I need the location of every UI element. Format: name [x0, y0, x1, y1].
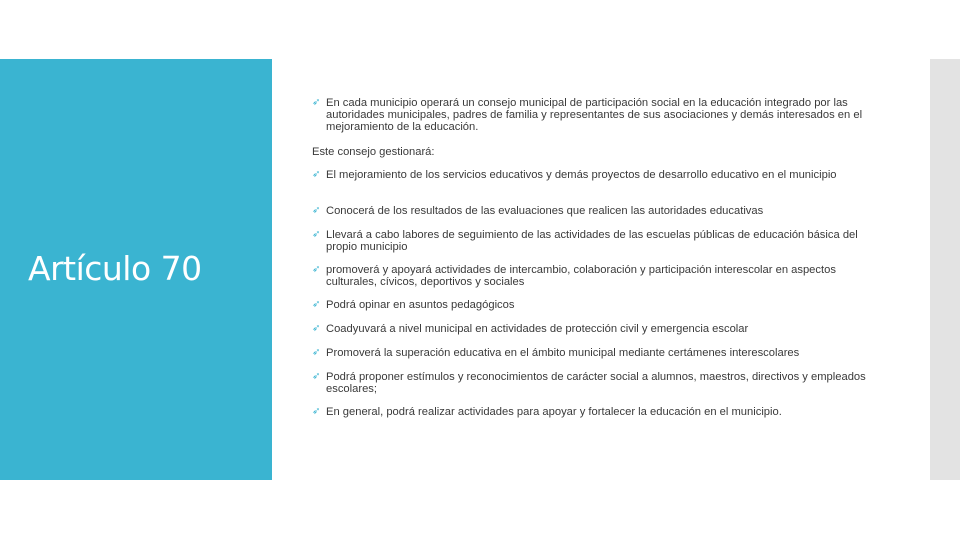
bullet-icon: ➶ — [312, 406, 321, 417]
item-text: Podrá proponer estímulos y reconocimientos de carácter social a alumnos, maestros, directivos y empleados escolares; — [326, 371, 866, 395]
bullet-icon: ➶ — [312, 323, 321, 334]
bullet-icon: ➶ — [312, 299, 321, 310]
list-item — [312, 264, 882, 288]
list-item — [312, 205, 882, 217]
list-item — [312, 169, 882, 181]
bullet-icon: ➶ — [312, 264, 321, 275]
item-text: promoverá y apoyará actividades de intercambio, colaboración y participación interescolar en aspectos culturales, cívicos, deportivos y sociales — [326, 264, 836, 288]
bullet-icon: ➶ — [312, 229, 321, 240]
bullet-icon: ➶ — [312, 97, 321, 108]
item-text: En general, podrá realizar actividades para apoyar y fortalecer la educación en el municipio. — [326, 406, 782, 418]
item-text: En cada municipio operará un consejo municipal de participación social en la educación integrado por las autoridades municipales, padres de familia y representantes de sus asociaciones y demás interesados en el mejoramiento de la educación. — [326, 97, 863, 133]
list-item — [312, 97, 882, 133]
slide-title: Artículo 70 — [28, 249, 202, 288]
list-item — [312, 299, 882, 311]
item-text: Podrá opinar en asuntos pedagógicos — [326, 299, 515, 311]
list-item — [312, 323, 882, 335]
bullet-icon: ➶ — [312, 371, 321, 382]
bullet-icon: ➶ — [312, 169, 321, 180]
list-item — [312, 371, 882, 395]
item-text: Llevará a cabo labores de seguimiento de las actividades de las escuelas públicas de educación básica del propio municipio — [326, 229, 858, 253]
list-item — [312, 347, 882, 359]
list-item — [312, 229, 882, 253]
item-text: Coadyuvará a nivel municipal en actividades de protección civil y emergencia escolar — [326, 323, 749, 335]
side-strip — [930, 59, 960, 480]
lead-text: Este consejo gestionará: — [312, 146, 435, 158]
item-text: Promoverá la superación educativa en el ámbito municipal mediante certámenes interescolares — [326, 347, 800, 359]
item-text: El mejoramiento de los servicios educativos y demás proyectos de desarrollo educativo en el municipio — [326, 169, 837, 181]
bullet-icon: ➶ — [312, 205, 321, 216]
item-text: Conocerá de los resultados de las evaluaciones que realicen las autoridades educativas — [326, 205, 764, 217]
list-item — [312, 406, 882, 418]
bullet-icon: ➶ — [312, 347, 321, 358]
